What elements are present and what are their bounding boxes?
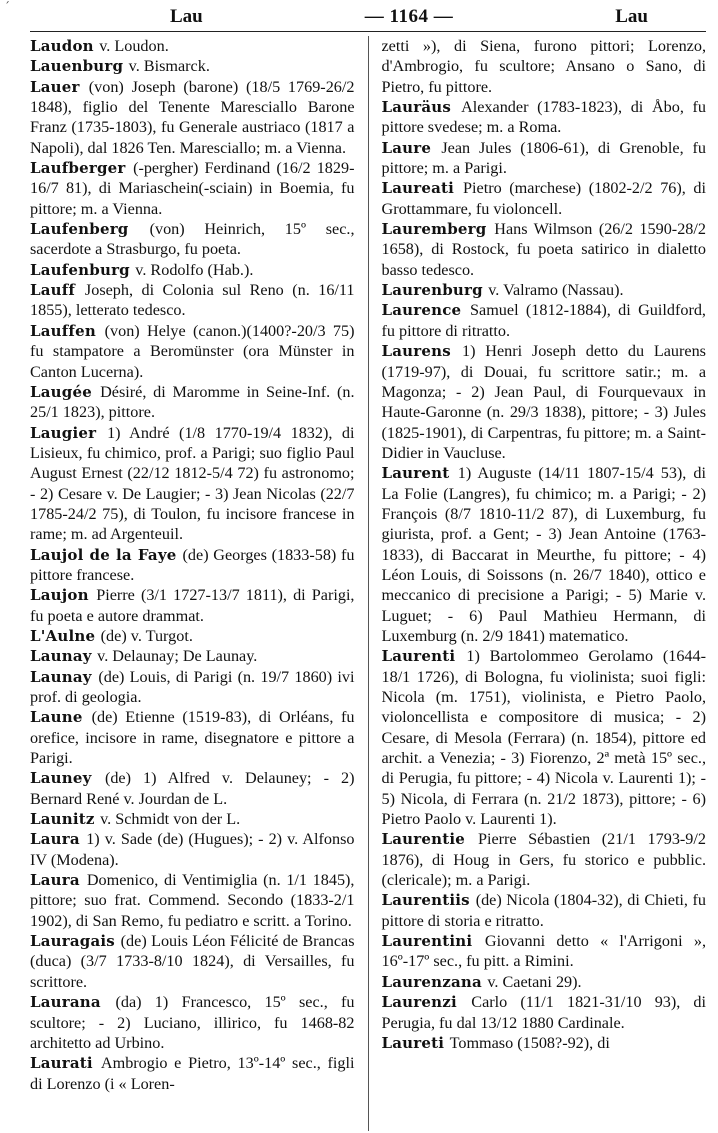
entry-text: Pietro (marchese) (1802-2/2 76), di Grottammare, fu violoncell. xyxy=(381,179,706,218)
entry-text: 1) Auguste (14/11 1807-15/4 53), di La Folie (Langres), fu chimico; m. a Parigi; - 2) François (8/7 1810-11/2 87), di Luxemburg, fu giurista, prof. a Gent; - 3) Jean Antoine (1763-1833), di Baccarat in Meurthe, fu pittore; - 4) Léon Louis, di Soissons (n. 26/7 1840), ottico e meccanico di precisione a Parigi; - 5) Marie v. Luguet; - 6) Paul Mathieu Hermann, di Luxemburg (n. 2/9 1841) matematico. xyxy=(381,464,706,645)
dictionary-entry xyxy=(382,829,707,890)
entry-text: (de) Etienne (1519-83), di Orléans, fu orefice, incisore in rame, disegnatore e pittore a Parigi. xyxy=(30,708,355,768)
entry-headword: Lauffen xyxy=(30,321,96,340)
dictionary-entry xyxy=(30,158,355,219)
page-number: — 1164 — xyxy=(364,6,454,27)
entry-text: (von) Joseph (barone) (18/5 1769-26/2 1848), figlio del Tenente Maresciallo Barone Franz (1735-1803), fu Generale austriaco (1817 a Napoli), dal 1826 Ten. Maresciallo; m. a Vienna. xyxy=(30,77,355,157)
entry-headword: Lauer xyxy=(30,77,80,96)
dictionary-entry xyxy=(30,667,355,708)
continued-entry-text: zetti »), di Siena, furono pittori; Lorenzo, d'Ambrogio, fu scultore; Ansano o Sano, di Pietro, fu pittore. xyxy=(381,37,706,96)
entry-text: 1) André (1/8 1770-19/4 1832), di Lisieux, fu chimico, prof. a Parigi; suo figlio Paul August Ernest (22/12 1812-5/4 72) fu astronomo; - 2) Cesare v. De Laugier; - 3) Jean Nicolas (22/7 1785-24/2 75), di Toulon, fu incisore francese in rame; m. ad Argenteuil. xyxy=(30,423,355,544)
entry-headword: Laura xyxy=(30,830,80,849)
page-header xyxy=(30,6,706,32)
dictionary-entry xyxy=(382,219,707,280)
entry-text: Ambrogio e Pietro, 13º-14º sec., figli di Lorenzo (i « Loren- xyxy=(30,1054,355,1093)
entry-headword: Launitz xyxy=(30,810,95,829)
dictionary-entry xyxy=(30,626,355,646)
entry-headword: Laurenti xyxy=(381,647,456,666)
corner-mark: ´ xyxy=(4,0,10,14)
entry-text: Désiré, di Maromme in Seine-Inf. (n. 25/1 1823), pittore. xyxy=(30,382,355,422)
dictionary-entry xyxy=(30,219,355,260)
entry-headword: Laune xyxy=(30,708,83,727)
dictionary-entry xyxy=(30,585,355,626)
entry-text: (da) 1) Francesco, 15º sec., fu scultore; - 2) Luciano, illirico, fu 1468-82 architetto ad Urbino. xyxy=(30,993,355,1052)
entry-text: Hans Wilmson (26/2 1590-28/2 1658), di Rostock, fu poeta satirico in dialetto basso tedesco. xyxy=(381,220,706,279)
entry-headword: Laudon xyxy=(30,37,94,55)
entry-headword: Laureti xyxy=(381,1033,445,1052)
entry-text: v. Schmidt von der L. xyxy=(100,810,241,829)
entry-text: Tommaso (1508?-92), di xyxy=(449,1033,610,1052)
dictionary-entry xyxy=(30,56,355,76)
entry-headword: Lauff xyxy=(30,281,76,300)
running-head-left: Lau xyxy=(170,6,203,27)
entry-text: 1) v. Sade (de) (Hugues); - 2) v. Alfonso IV (Modena). xyxy=(30,830,355,869)
entry-headword: Laurent xyxy=(381,464,450,483)
dictionary-entry xyxy=(30,260,355,280)
dictionary-entry xyxy=(30,870,355,931)
entry-headword: Laura xyxy=(30,871,80,890)
entry-headword: Launay xyxy=(30,667,92,686)
entry-headword: Laujol de la Faye xyxy=(30,545,177,564)
entry-text: Domenico, di Ventimiglia (n. 1/1 1845), pittore; suo frat. Commend. Secondo (1833-2/1 1902), di San Remo, fu pediatro e scritt. a Torino. xyxy=(30,871,355,930)
entry-text: Carlo (11/1 1821-31/10 93), di Perugia, fu dal 13/12 1880 Cardinale. xyxy=(381,993,706,1032)
dictionary-entry xyxy=(30,809,355,829)
entry-headword: Laurence xyxy=(381,301,462,320)
entry-headword: Laurentie xyxy=(381,830,465,849)
dictionary-entry xyxy=(30,646,355,666)
dictionary-entry xyxy=(382,972,707,992)
entry-headword: Laure xyxy=(381,138,432,157)
dictionary-entry xyxy=(382,138,707,179)
entry-headword: L'Aulne xyxy=(30,626,96,645)
entry-text: Alexander (1783-1823), di Åbo, fu pittore svedese; m. a Roma. xyxy=(381,98,706,137)
dictionary-entry xyxy=(382,931,707,972)
entry-text: v. Caetani 29). xyxy=(487,972,582,991)
dictionary-entry xyxy=(30,36,355,56)
dictionary-entry xyxy=(30,545,355,586)
entry-text: (-pergher) Ferdinand (16/2 1829-16/7 81), di Mariaschein(-sciain) in Boemia, fu pittore; m. a Vienna. xyxy=(30,159,355,218)
dictionary-entry xyxy=(30,77,355,158)
entry-headword: Laugier xyxy=(30,423,97,442)
entry-text: (de) v. Turgot. xyxy=(100,626,193,645)
dictionary-entry xyxy=(30,280,355,321)
dictionary-entry xyxy=(382,341,707,463)
dictionary-entry xyxy=(382,178,707,219)
entry-headword: Lauragais xyxy=(30,932,115,951)
entry-headword: Laujon xyxy=(30,586,89,605)
entry-text: 1) Bartolommeo Gerolamo (1644-18/1 1726), di Bologna, fu violinista; suoi figli: Nicola (m. 1751), violinista, e Pietro Paolo, violoncellista e compositore di musica; - 2) Cesare, di Mesola (Ferrara) (n. 1854), pittore ed archit. a Venezia; - 3) Fiorenzo, 2ª metà 15º sec., di Perugia, fu pittore; - 4) Nicola v. Laurenti 1); - 5) Nicola, di Ferrara (n. 21/2 1873), pittore; - 6) Pietro Paolo v. Laurenti 1). xyxy=(381,647,706,829)
entry-text: v. Valramo (Nassau). xyxy=(488,281,624,300)
entry-text: v. Rodolfo (Hab.). xyxy=(135,260,254,279)
entry-headword: Laurenzana xyxy=(381,972,482,991)
entry-headword: Laurentiis xyxy=(381,891,470,910)
entry-headword: Laurens xyxy=(381,342,451,361)
dictionary-entry xyxy=(382,992,707,1033)
entry-headword: Lauenburg xyxy=(30,57,124,76)
dictionary-entry xyxy=(30,321,355,382)
left-column xyxy=(30,36,369,1131)
dictionary-entry xyxy=(30,931,355,992)
entry-text: Jean Jules (1806-61), di Grenoble, fu pittore; m. a Parigi. xyxy=(381,138,706,178)
entry-text: v. Loudon. xyxy=(99,37,169,55)
dictionary-entry xyxy=(382,97,707,138)
entry-text: (de) Nicola (1804-32), di Chieti, fu pittore di storia e ritratto. xyxy=(381,891,706,930)
entry-text: Giovanni detto « l'Arrigoni », 16º-17º sec., fu pitt. a Rimini. xyxy=(381,932,706,971)
entry-headword: Laurana xyxy=(30,993,101,1012)
entry-text: Joseph, di Colonia sul Reno (n. 16/11 1855), letterato tedesco. xyxy=(30,281,355,320)
columns xyxy=(30,36,706,1131)
entry-headword: Laurenzi xyxy=(381,993,457,1012)
dictionary-entry xyxy=(382,1033,707,1053)
entry-text: Samuel (1812-1884), di Guildford, fu pittore di ritratto. xyxy=(381,301,706,340)
dictionary-entry xyxy=(382,463,707,646)
entry-text: 1) Henri Joseph detto du Laurens (1719-97), di Douai, fu scrittore satir.; m. a Magonza; - 2) Jean Paul, di Fourquevaux in Haute-Garonne (n. 29/3 1838), pittore; - 3) Jules (1825-1901), di Carpentras, fu pittore; m. a Saint-Didier in Vaucluse. xyxy=(381,342,706,462)
dictionary-entry xyxy=(382,646,707,829)
entry-headword: Lauräus xyxy=(381,98,452,117)
dictionary-entry xyxy=(30,1053,355,1094)
entry-headword: Launey xyxy=(30,769,92,788)
entry-headword: Laurati xyxy=(30,1054,93,1073)
dictionary-entry xyxy=(30,992,355,1053)
entry-headword: Laurentini xyxy=(381,932,473,951)
dictionary-entry xyxy=(382,280,707,300)
dictionary-entry xyxy=(30,768,355,809)
entry-text: (de) Louis, di Parigi (n. 19/7 1860) ivi prof. di geologia. xyxy=(30,667,355,706)
entry-headword: Lauremberg xyxy=(381,220,487,239)
entry-text: (von) Heinrich, 15º sec., sacerdote a Strasburgo, fu poeta. xyxy=(30,220,355,259)
dictionary-entry xyxy=(30,423,355,545)
running-head-right: Lau xyxy=(615,6,648,27)
entry-text: v. Bismarck. xyxy=(128,57,210,76)
entry-text: v. Delaunay; De Launay. xyxy=(97,647,258,666)
right-column xyxy=(369,36,707,1131)
dictionary-entry xyxy=(30,707,355,768)
entry-text: (de) Georges (1833-58) fu pittore francese. xyxy=(30,545,355,584)
entry-headword: Laufenburg xyxy=(30,260,130,279)
entry-headword: Laufberger xyxy=(30,159,126,178)
entry-headword: Laureati xyxy=(381,179,455,198)
entry-text: Pierre (3/1 1727-13/7 1811), di Parigi, fu poeta e autore drammat. xyxy=(30,586,355,625)
entry-headword: Laurenburg xyxy=(381,281,483,300)
dictionary-entry xyxy=(30,829,355,870)
entry-text: (von) Helye (canon.)(1400?-20/3 75) fu stampatore a Beromünster (ora Münster in Canton Lucerna). xyxy=(30,321,355,381)
dictionary-entry xyxy=(30,382,355,423)
dictionary-entry xyxy=(382,890,707,931)
entry-headword: Laufenberg xyxy=(30,220,129,239)
entry-text: (de) Louis Léon Félicité de Brancas (duca) (3/7 1733-8/10 1824), di Versailles, fu scrittore. xyxy=(30,932,355,991)
entry-headword: Launay xyxy=(30,647,92,666)
entry-text: Pierre Sébastien (21/1 1793-9/2 1876), di Houg in Gers, fu storico e pubblic. (clericale); m. a Parigi. xyxy=(381,830,706,890)
dictionary-entry xyxy=(382,300,707,341)
entry-text: (de) 1) Alfred v. Delauney; - 2) Bernard René v. Jourdan de L. xyxy=(30,769,355,808)
entry-headword: Laugée xyxy=(30,382,92,401)
